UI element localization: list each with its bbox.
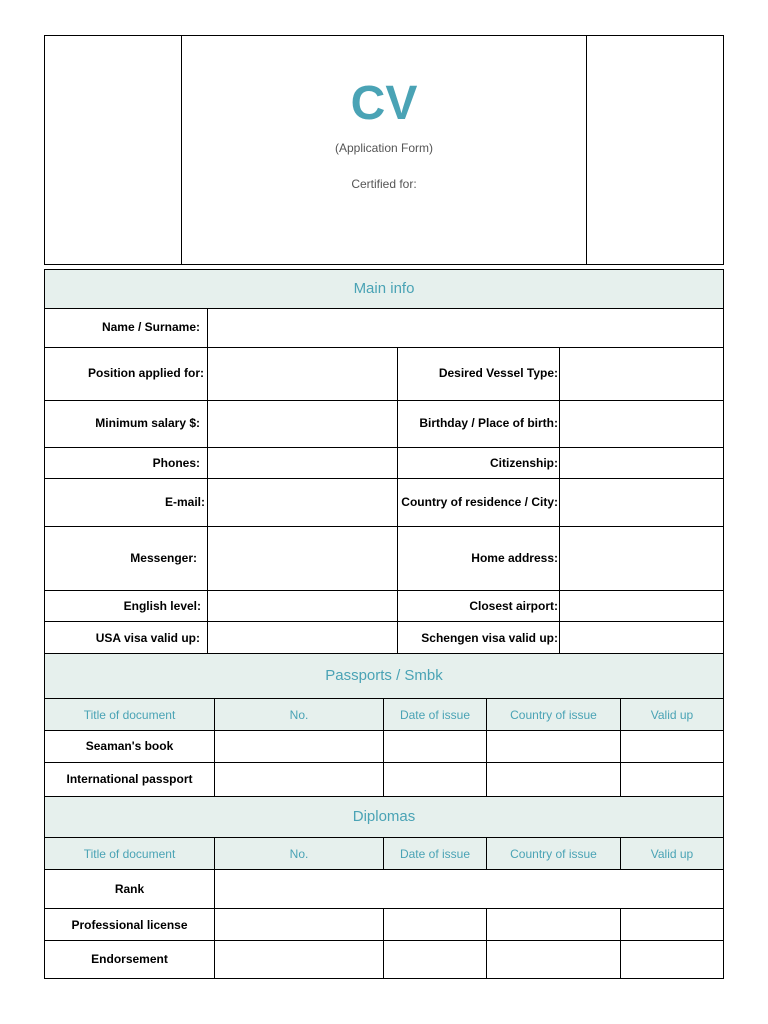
home-address-field[interactable] — [560, 527, 723, 590]
endorsement-date-field[interactable] — [384, 941, 486, 978]
license-date-field[interactable] — [384, 909, 486, 940]
phones-field[interactable] — [208, 448, 397, 478]
seamans-book-label: Seaman's book — [85, 739, 174, 753]
passports-col-country: Country of issue — [510, 708, 597, 722]
rank-field[interactable] — [215, 870, 723, 908]
airport-field[interactable] — [560, 591, 723, 621]
messenger-field[interactable] — [208, 527, 397, 590]
passport-number-field[interactable] — [215, 763, 383, 796]
vessel-type-label: Desired Vessel Type: — [438, 366, 558, 380]
endorsement-number-field[interactable] — [215, 941, 383, 978]
name-field[interactable] — [208, 309, 723, 347]
endorsement-country-field[interactable] — [487, 941, 620, 978]
seamans-book-number-field[interactable] — [215, 731, 383, 762]
phones-label: Phones: — [152, 456, 200, 470]
passport-date-field[interactable] — [384, 763, 486, 796]
diplomas-col-valid: Valid up — [650, 847, 694, 861]
license-valid-field[interactable] — [621, 909, 723, 940]
diplomas-col-country: Country of issue — [510, 847, 597, 861]
schengen-field[interactable] — [560, 622, 723, 653]
passports-col-title: Title of document — [83, 708, 176, 722]
passports-title: Passports / Smbk — [325, 667, 443, 684]
professional-license-label: Professional license — [71, 918, 188, 932]
photo-slot-left[interactable] — [45, 36, 181, 264]
name-label: Name / Surname: — [101, 320, 200, 334]
diplomas-col-date: Date of issue — [399, 847, 471, 861]
passports-col-valid: Valid up — [650, 708, 694, 722]
schengen-label: Schengen visa valid up: — [421, 631, 558, 645]
residence-field[interactable] — [560, 479, 723, 526]
main-info-title: Main info — [353, 280, 415, 297]
birthday-label: Birthday / Place of birth: — [419, 416, 558, 430]
salary-label: Minimum salary $: — [95, 416, 200, 430]
messenger-label: Messenger: — [130, 551, 197, 565]
license-number-field[interactable] — [215, 909, 383, 940]
email-label: E-mail: — [164, 495, 205, 509]
birthday-field[interactable] — [560, 401, 723, 447]
cv-title: CV — [350, 77, 418, 130]
seamans-book-valid-field[interactable] — [621, 731, 723, 762]
passport-valid-field[interactable] — [621, 763, 723, 796]
airport-label: Closest airport: — [469, 599, 558, 613]
photo-slot-right[interactable] — [587, 36, 723, 264]
seamans-book-country-field[interactable] — [487, 731, 620, 762]
citizenship-label: Citizenship: — [490, 456, 558, 470]
usa-visa-field[interactable] — [208, 622, 397, 653]
international-passport-label: International passport — [66, 772, 193, 786]
cv-subtitle: (Application Form) — [334, 141, 434, 155]
passports-col-date: Date of issue — [399, 708, 471, 722]
usa-visa-label: USA visa valid up: — [95, 631, 200, 645]
home-address-label: Home address: — [471, 551, 558, 565]
english-level-field[interactable] — [208, 591, 397, 621]
certified-for-label: Certified for: — [351, 177, 417, 191]
endorsement-label: Endorsement — [91, 952, 168, 966]
passports-col-number: No. — [289, 708, 309, 722]
citizenship-field[interactable] — [560, 448, 723, 478]
position-field[interactable] — [208, 348, 397, 400]
seamans-book-date-field[interactable] — [384, 731, 486, 762]
diplomas-title: Diplomas — [352, 808, 416, 825]
passport-country-field[interactable] — [487, 763, 620, 796]
english-level-label: English level: — [123, 599, 201, 613]
salary-field[interactable] — [208, 401, 397, 447]
diplomas-col-number: No. — [289, 847, 309, 861]
license-country-field[interactable] — [487, 909, 620, 940]
residence-label: Country of residence / City: — [401, 495, 558, 509]
vessel-type-field[interactable] — [560, 348, 723, 400]
email-field[interactable] — [208, 479, 397, 526]
diplomas-col-title: Title of document — [83, 847, 176, 861]
position-label: Position applied for: — [88, 366, 204, 380]
endorsement-valid-field[interactable] — [621, 941, 723, 978]
rank-label: Rank — [114, 882, 145, 896]
